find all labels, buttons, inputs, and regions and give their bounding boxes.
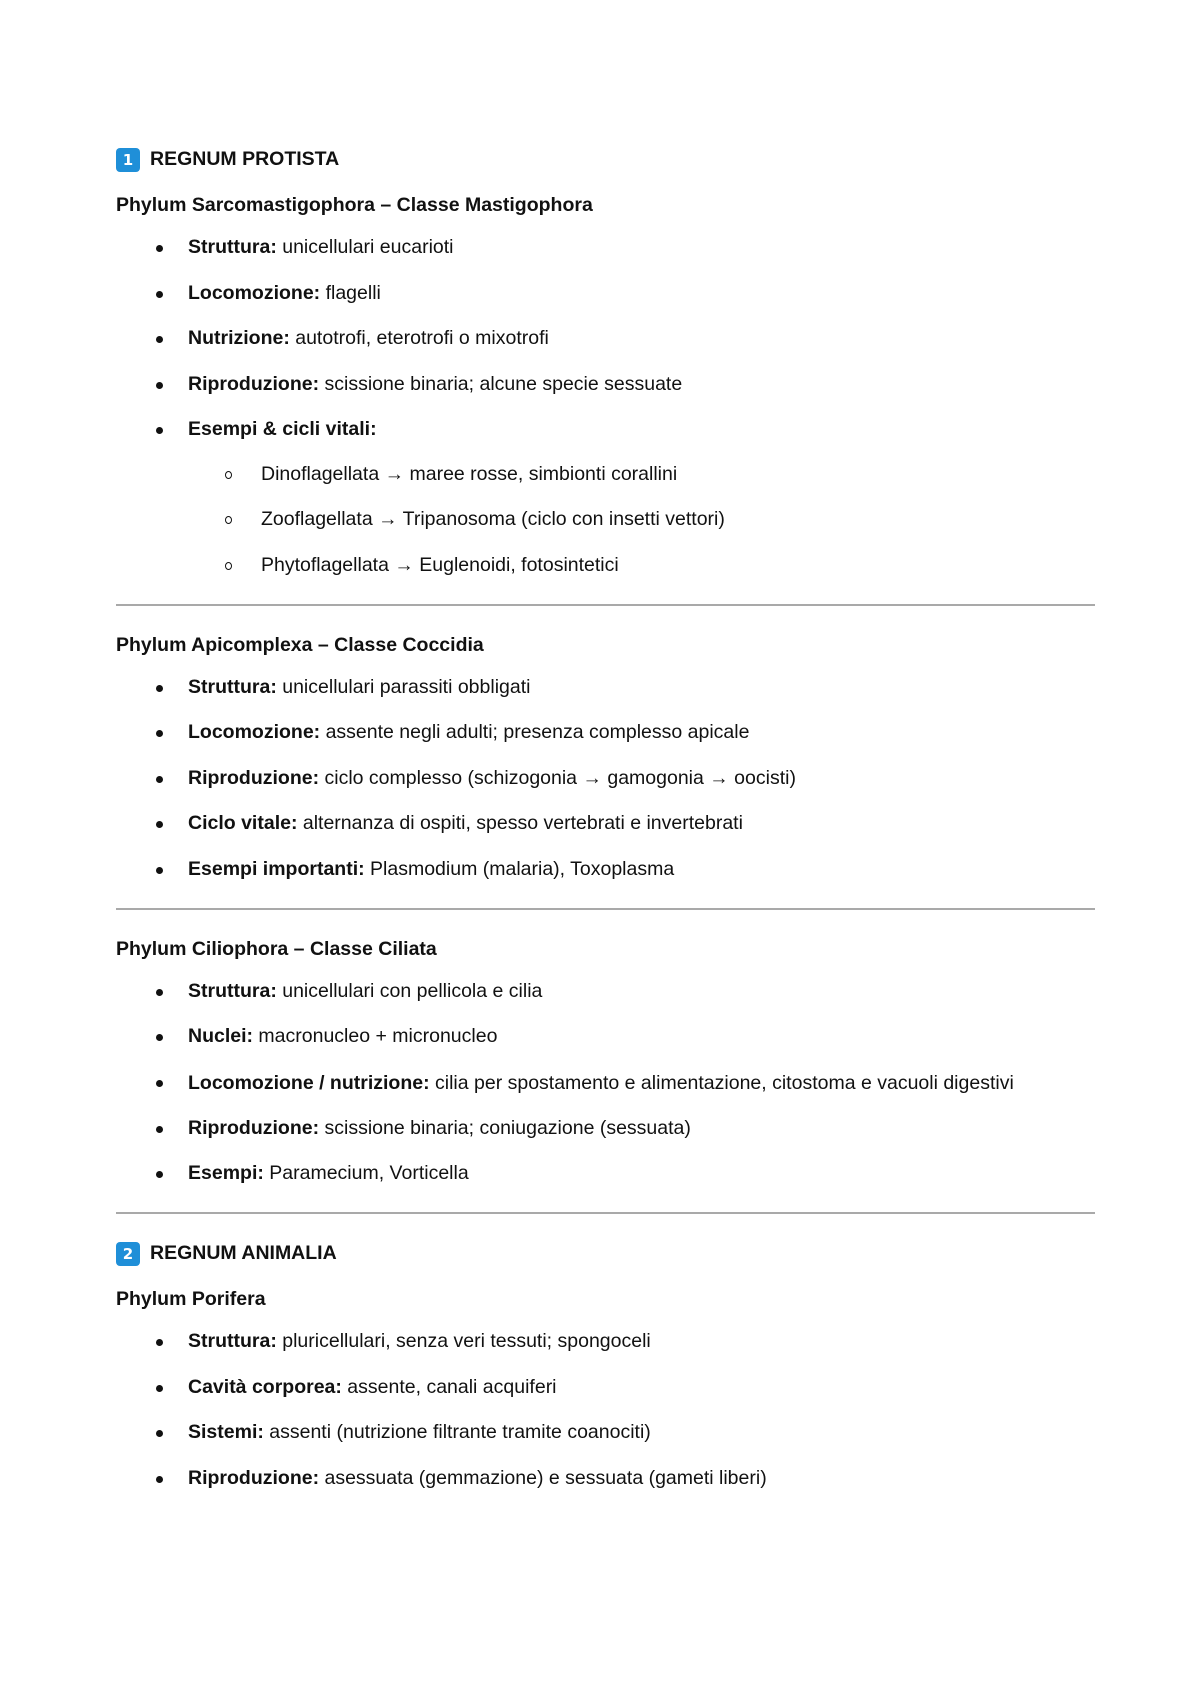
phylum-title-apicomplexa: Phylum Apicomplexa – Classe Coccidia <box>116 633 484 656</box>
item-text: Plasmodium (malaria), Toxoplasma <box>364 857 675 880</box>
horizontal-divider <box>116 1212 1095 1214</box>
item-text: assente, canali acquiferi <box>341 1375 557 1398</box>
section-title: REGNUM ANIMALIA <box>150 1242 337 1265</box>
item-text: assenti (nutrizione filtrante tramite coanociti) <box>263 1421 651 1444</box>
item-text: alternanza di ospiti, spesso vertebrati e invertebrati <box>297 812 743 835</box>
item-text: ciclo complesso (schizogonia → gamogonia → oocisti) <box>319 766 796 789</box>
item-label: Riproduzione: <box>188 372 320 395</box>
section-title: REGNUM PROTISTA <box>150 148 340 171</box>
item-text: assente negli adulti; presenza complesso apicale <box>320 721 750 744</box>
list-item <box>116 1160 1090 1188</box>
bullet-list-ciliophora <box>116 978 1090 1188</box>
list-item <box>116 1115 1090 1143</box>
item-label: Locomozione: <box>188 281 321 304</box>
list-item <box>116 719 1090 747</box>
list-item <box>116 1374 1090 1402</box>
phylum-title-mastigophora: Phylum Sarcomastigophora – Classe Mastigophora <box>116 194 593 216</box>
sub-list-item: Phytoflagellata → Euglenoidi, fotosintetici <box>188 552 1090 580</box>
section-heading-animalia <box>116 1240 1090 1268</box>
item-text: Paramecium, Vorticella <box>263 1162 469 1185</box>
list-item <box>116 1328 1090 1356</box>
item-text: unicellulari parassiti obbligati <box>276 675 531 698</box>
horizontal-divider <box>116 604 1095 606</box>
sub-list-item: Zooflagellata → Tripanosoma (ciclo con insetti vettori) <box>188 506 1090 534</box>
bullet-list-apicomplexa <box>116 674 1090 884</box>
item-text: flagelli <box>320 281 381 304</box>
item-text: asessuata (gemmazione) e sessuata (gameti liberi) <box>319 1466 767 1489</box>
item-label: Struttura: <box>188 1330 277 1353</box>
phylum-title-porifera: Phylum Porifera <box>116 1288 266 1311</box>
item-label: Locomozione: <box>188 721 321 744</box>
list-item <box>116 674 1090 702</box>
sub-list-examples <box>188 461 1090 580</box>
item-label: Riproduzione: <box>188 766 320 789</box>
item-label: Sistemi: <box>188 1421 264 1444</box>
list-item <box>116 234 1090 262</box>
item-text: unicellulari con pellicola e cilia <box>276 979 543 1002</box>
item-text: scissione binaria; coniugazione (sessuata) <box>319 1116 691 1139</box>
list-item <box>116 325 1090 353</box>
keycap-number-one-icon: 1 <box>116 148 140 172</box>
item-text: cilia per spostamento e alimentazione, citostoma e vacuoli digestivi <box>429 1071 1014 1094</box>
item-label: Riproduzione: <box>188 1116 320 1139</box>
list-item <box>116 810 1090 838</box>
keycap-number-two-icon: 2 <box>116 1242 140 1266</box>
horizontal-divider <box>116 908 1095 910</box>
item-label: Ciclo vitale: <box>188 812 298 835</box>
item-text: macronucleo + micronucleo <box>253 1025 498 1048</box>
item-text: autotrofi, eterotrofi o mixotrofi <box>289 327 549 349</box>
item-label: Nutrizione: <box>188 327 290 349</box>
list-item <box>116 1419 1090 1447</box>
list-item <box>116 978 1090 1006</box>
list-item <box>116 416 1090 580</box>
list-item <box>116 856 1090 884</box>
bullet-list-mastigophora <box>116 234 1090 580</box>
list-item <box>116 1069 1090 1097</box>
item-text: pluricellulari, senza veri tessuti; spongoceli <box>276 1330 651 1353</box>
item-text: scissione binaria; alcune specie sessuate <box>319 372 683 395</box>
item-label: Cavità corporea: <box>188 1375 342 1398</box>
list-item <box>116 280 1090 308</box>
item-label: Esempi: <box>188 1162 264 1185</box>
item-text: unicellulari eucarioti <box>276 236 454 258</box>
item-label: Esempi importanti: <box>188 857 365 880</box>
list-item <box>116 1023 1090 1051</box>
item-label: Struttura: <box>188 675 277 698</box>
bullet-list-porifera <box>116 1328 1090 1493</box>
section-heading-protista <box>116 146 1090 174</box>
list-item <box>116 765 1090 793</box>
sub-list-item: Dinoflagellata → maree rosse, simbionti corallini <box>188 461 1090 489</box>
list-item <box>116 371 1090 399</box>
phylum-title-ciliophora: Phylum Ciliophora – Classe Ciliata <box>116 937 437 960</box>
item-label: Esempi & cicli vitali: <box>188 418 377 440</box>
list-item <box>116 1465 1090 1493</box>
item-label: Riproduzione: <box>188 1466 320 1489</box>
item-label: Nuclei: <box>188 1025 254 1048</box>
item-label: Locomozione / nutrizione: <box>188 1071 430 1094</box>
item-label: Struttura: <box>188 236 277 258</box>
item-label: Struttura: <box>188 979 277 1002</box>
